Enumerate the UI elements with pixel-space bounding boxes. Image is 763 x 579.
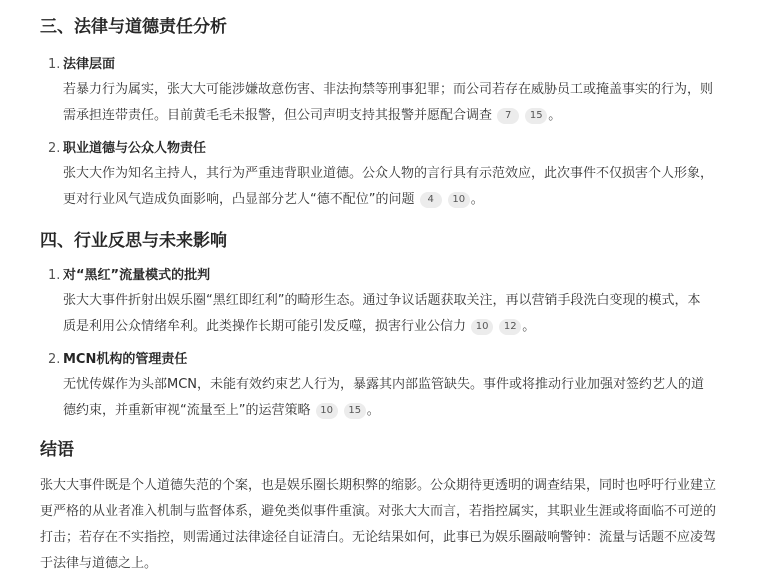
section-heading-conclusion: 结语 — [40, 440, 74, 460]
list-item-number: 1. — [48, 268, 61, 283]
list-item — [40, 348, 723, 424]
section-list-industry-reflection — [40, 264, 723, 424]
citation-badge[interactable]: 10 — [316, 403, 338, 419]
list-item-title: 职业道德与公众人物责任 — [63, 141, 207, 156]
list-item-title: MCN机构的管理责任 — [63, 352, 188, 367]
sentence-end: 。 — [548, 108, 562, 123]
conclusion-paragraph: 张大大事件既是个人道德失范的个案，也是娱乐圈长期积弊的缩影。公众期待更透明的调查结果，同时也呼吁行业建立更严格的从业者准入机制与监督体系，避免类似事件重演。对张大大而言，若指控属实，其职业生涯或将面临不可逆的打击；若存在不实指控，则需通过法律途径自证清白。无论结果如何，此事已为娱乐圈敲响警钟：流量与话题不应凌驾于法律与道德之上。 — [40, 478, 717, 571]
citation-badge[interactable]: 10 — [471, 319, 493, 335]
list-item-title: 对“黑红”流量模式的批判 — [63, 268, 211, 283]
list-item — [40, 264, 723, 340]
list-item-title: 法律层面 — [63, 57, 116, 72]
list-item-body — [63, 77, 713, 129]
citation-badge[interactable]: 15 — [525, 108, 547, 124]
section-heading-industry-reflection: 四、行业反思与未来影响 — [40, 231, 227, 251]
list-item-text: 张大大作为知名主持人，其行为严重违背职业道德。公众人物的言行具有示范效应，此次事件不仅损害个人形象，更对行业风气造成负面影响，凸显部分艺人“德不配位”的问题 — [63, 166, 714, 207]
list-item-body — [63, 372, 713, 424]
citation-badge[interactable]: 4 — [420, 192, 442, 208]
section-heading-legal-moral: 三、法律与道德责任分析 — [40, 17, 227, 37]
list-item-text: 无忧传媒作为头部MCN，未能有效约束艺人行为，暴露其内部监管缺失。事件或将推动行业加强对签约艺人的道德约束，并重新审视“流量至上”的运营策略 — [63, 377, 705, 418]
list-item — [40, 137, 723, 213]
sentence-end: 。 — [522, 319, 536, 334]
list-item-number: 2. — [48, 141, 61, 156]
list-item-text: 若暴力行为属实，张大大可能涉嫌故意伤害、非法拘禁等刑事犯罪；而公司若存在威胁员工或掩盖事实的行为，则需承担连带责任。目前黄毛毛未报警，但公司声明支持其报警并愿配合调查 — [63, 82, 714, 123]
citation-badge[interactable]: 10 — [448, 192, 470, 208]
sentence-end: 。 — [366, 403, 380, 418]
citation-badge[interactable]: 12 — [499, 319, 521, 335]
section-list-legal-moral — [40, 53, 723, 213]
list-item-text: 张大大事件折射出娱乐圈“黑红即红利”的畸形生态。通过争议话题获取关注，再以营销手段洗白变现的模式，本质是利用公众情绪牟利。此类操作长期可能引发反噬，损害行业公信力 — [63, 293, 701, 334]
citation-badge[interactable]: 7 — [497, 108, 519, 124]
list-item-number: 1. — [48, 57, 61, 72]
list-item — [40, 53, 723, 129]
list-item-body — [63, 161, 713, 213]
list-item-number: 2. — [48, 352, 61, 367]
sentence-end: 。 — [470, 192, 484, 207]
citation-badge[interactable]: 15 — [344, 403, 366, 419]
list-item-body — [63, 288, 713, 340]
